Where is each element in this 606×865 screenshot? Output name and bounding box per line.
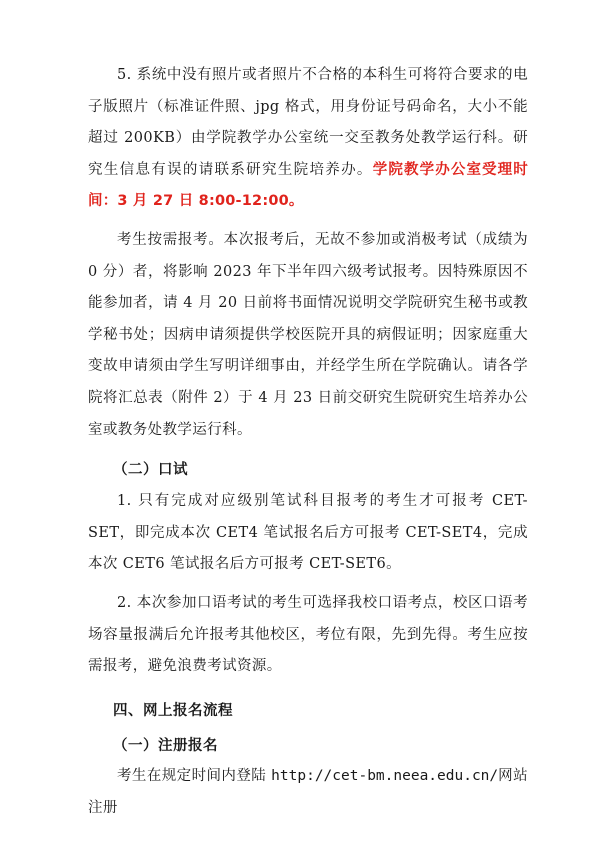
office-hours-highlight: 学院教学办公室受理时间：3 月 27 日 8:00-12:00。 — [88, 161, 528, 210]
paragraph-exam-notice: 考生按需报考。本次报考后，无故不参加或消极考试（成绩为 0 分）者，将影响 2023 年下半年四六级考试报考。因特殊原因不能参加者，请 4 月 20 日前将书面情况说明交学院研究生秘书或教学秘书处；因病申请须提供学校医院开具的病假证明；因家庭重大变故申请须由学生写明详细事由，并经学生所在学院确认。请各学院将汇总表（附件 2）于 4 月 23 日前交研究生院研究生培养办公室或教务处教学运行科。 — [88, 232, 528, 438]
paragraph-photo-requirements — [88, 60, 528, 218]
paragraph-oral-item-2: 2. 本次参加口语考试的考生可选择我校口语考点，校区口语考场容量报满后允许报考其他校区，考位有限，先到先得。考生应按需报考，避免浪费考试资源。 — [88, 595, 528, 675]
register-text-suffix: 网站注册 — [88, 768, 528, 816]
photo-requirements-text: 5. 系统中没有照片或者照片不合格的本科生可将符合要求的电子版照片（标准证件照、jpg 格式，用身份证号码命名，大小不能超过 200KB）由学院教学办公室统一交至教务处教学运行科。研究生信息有误的请联系研究生院培养办。 — [88, 67, 528, 178]
section-heading-oral-exam: （二）口试 — [113, 462, 188, 478]
paragraph-oral-item-1: 1. 只有完成对应级别笔试科目报考的考生才可报考 CET-SET，即完成本次 CET4 笔试报名后方可报考 CET-SET4，完成本次 CET6 笔试报名后方可报考 CET-SET6。 — [88, 493, 528, 573]
paragraph-register-instructions — [88, 761, 528, 824]
registration-url: http://cet-bm.neea.edu.cn/ — [271, 768, 499, 784]
section-heading-online-registration: 四、网上报名流程 — [113, 703, 233, 719]
register-text-prefix: 考生在规定时间内登陆 — [117, 768, 272, 784]
subsection-heading-register: （一）注册报名 — [113, 738, 218, 754]
